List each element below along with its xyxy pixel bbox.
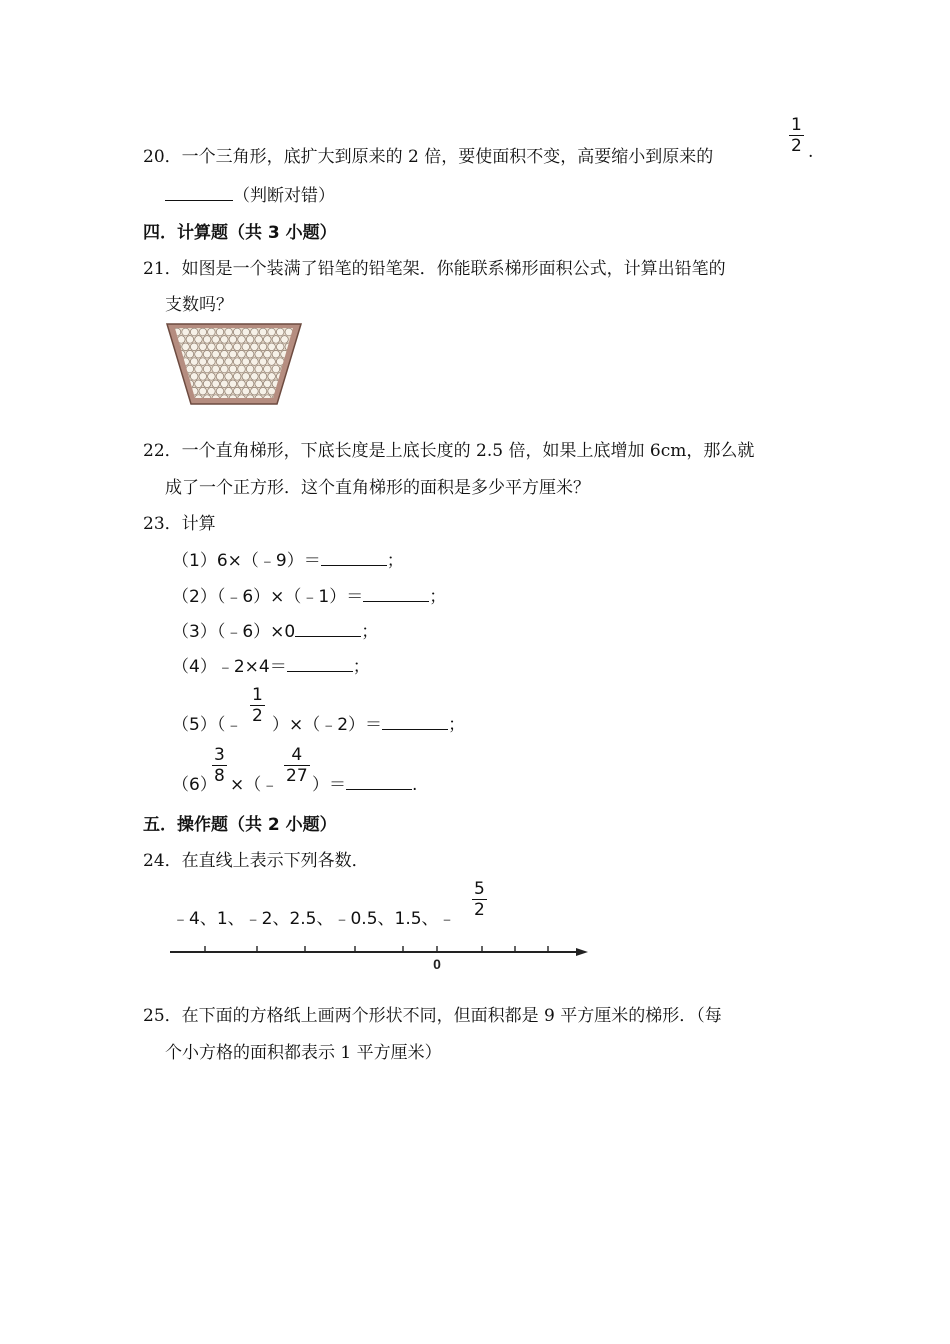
number-line-zero-label: 0 xyxy=(433,956,441,972)
pencil-end xyxy=(225,328,233,336)
pencil-end xyxy=(281,336,289,344)
pencil-end xyxy=(268,373,276,381)
pencil-end xyxy=(212,365,220,373)
pencil-end xyxy=(246,336,254,344)
answer-blank[interactable] xyxy=(165,199,233,201)
pencil-end xyxy=(251,358,259,366)
pencil-end xyxy=(186,350,194,358)
pencil-end xyxy=(216,343,224,351)
section-5-title: 五．操作题（共 2 小题） xyxy=(143,815,337,835)
pencil-end xyxy=(238,380,246,388)
pencil-end xyxy=(212,336,220,344)
pencil-end xyxy=(255,350,263,358)
pencil-end xyxy=(195,336,203,344)
pencil-end xyxy=(216,328,224,336)
q23-part6-c: ）＝ . xyxy=(312,775,418,795)
pencil-end xyxy=(221,350,229,358)
q25-line1: 25．在下面的方格纸上画两个形状不同，但面积都是 9 平方厘米的梯形．（每 xyxy=(143,1006,722,1026)
pencil-end xyxy=(272,350,280,358)
pencil-end xyxy=(190,328,198,336)
q24-title: 24．在直线上表示下列各数． xyxy=(143,851,369,871)
pencil-end xyxy=(281,395,289,403)
pencil-end xyxy=(238,365,246,373)
q23-title: 23．计算 xyxy=(143,514,216,534)
pencil-end xyxy=(190,358,198,366)
pencil-end xyxy=(182,343,190,351)
pencil-end xyxy=(233,373,241,381)
q23-part5-b: ）×（﹣2）＝ ； xyxy=(272,715,466,735)
pencil-end xyxy=(199,328,207,336)
pencil-end xyxy=(251,343,259,351)
pencil-end xyxy=(246,350,254,358)
pencil-end xyxy=(221,336,229,344)
pencil-end xyxy=(173,387,181,395)
pencil-end xyxy=(233,387,241,395)
pencil-end xyxy=(208,373,216,381)
pencil-end xyxy=(186,336,194,344)
pencil-end xyxy=(238,350,246,358)
pencil-end xyxy=(203,365,211,373)
pencil-end xyxy=(264,336,272,344)
q25-line2: 个小方格的面积都表示 1 平方厘米） xyxy=(165,1043,442,1063)
pencil-end xyxy=(242,358,250,366)
q20-line1: 20．一个三角形，底扩大到原来的 2 倍，要使面积不变，高要缩小到原来的 xyxy=(143,147,714,167)
pencil-end xyxy=(199,343,207,351)
pencil-end xyxy=(195,380,203,388)
pencil-end xyxy=(251,373,259,381)
pencil-end xyxy=(203,380,211,388)
q21-line2: 支数吗？ xyxy=(165,295,233,315)
answer-blank[interactable] xyxy=(287,670,353,672)
q23-part6-a: （6） xyxy=(172,775,217,795)
q20-period: . xyxy=(808,142,814,162)
pencil-end xyxy=(233,343,241,351)
pencil-end xyxy=(208,343,216,351)
pencil-end xyxy=(272,365,280,373)
pencil-end xyxy=(242,343,250,351)
pencil-end xyxy=(208,328,216,336)
pencil-end xyxy=(203,350,211,358)
pencil-end xyxy=(225,343,233,351)
q23-part4: （4）﹣2×4＝ ； xyxy=(172,657,370,677)
pencil-end xyxy=(173,373,181,381)
pencil-end xyxy=(259,343,267,351)
answer-blank[interactable] xyxy=(321,564,387,566)
pencil-end xyxy=(259,358,267,366)
pencil-end xyxy=(221,380,229,388)
number-line[interactable] xyxy=(168,938,592,972)
pencil-end xyxy=(216,373,224,381)
pencil-end xyxy=(212,380,220,388)
q23-part6-b: ×（﹣ xyxy=(230,775,279,795)
pencil-end xyxy=(212,350,220,358)
pencil-end xyxy=(242,328,250,336)
q22-line2: 成了一个正方形．这个直角梯形的面积是多少平方厘米？ xyxy=(165,478,590,498)
answer-blank[interactable] xyxy=(363,600,429,602)
pencil-end xyxy=(203,336,211,344)
pencil-end xyxy=(221,365,229,373)
q23-part5-fraction: 1 2 xyxy=(252,685,263,726)
pencil-end xyxy=(264,365,272,373)
q21-line1: 21．如图是一个装满了铅笔的铅笔架．你能联系梯形面积公式，计算出铅笔的 xyxy=(143,259,726,279)
pencil-end xyxy=(268,328,276,336)
pencil-end xyxy=(255,336,263,344)
pencil-end xyxy=(225,373,233,381)
section-4-title: 四．计算题（共 3 小题） xyxy=(143,223,337,243)
pencil-end xyxy=(178,395,186,403)
pencil-end xyxy=(199,373,207,381)
q23-part6-fraction-2: 4 27 xyxy=(286,745,308,786)
pencil-end xyxy=(276,343,284,351)
pencil-end xyxy=(190,343,198,351)
pencil-end xyxy=(190,373,198,381)
pencil-holder-illustration xyxy=(165,322,303,406)
pencil-end xyxy=(208,387,216,395)
pencil-end xyxy=(276,328,284,336)
pencil-end xyxy=(242,387,250,395)
pencil-end xyxy=(272,336,280,344)
pencil-end xyxy=(233,358,241,366)
q23-part6-fraction-1: 3 8 xyxy=(214,745,225,786)
pencil-end xyxy=(264,380,272,388)
pencil-end xyxy=(238,336,246,344)
q23-part5-a: （5）（﹣ xyxy=(172,715,243,735)
pencil-end xyxy=(229,350,237,358)
q23-part2: （2）（﹣6）×（﹣1）＝ ； xyxy=(172,587,447,607)
pencil-end xyxy=(216,358,224,366)
pencil-end xyxy=(199,358,207,366)
pencil-end xyxy=(246,380,254,388)
pencil-end xyxy=(229,380,237,388)
pencil-end xyxy=(195,365,203,373)
pencil-end xyxy=(208,358,216,366)
pencil-end xyxy=(229,365,237,373)
answer-blank[interactable] xyxy=(295,635,361,637)
pencil-end xyxy=(229,336,237,344)
q24-numbers: ﹣4、1、﹣2、2.5、﹣0.5、1.5、﹣ xyxy=(172,909,456,929)
pencil-end xyxy=(259,387,267,395)
q23-part1: （1）6×（﹣9）＝ ； xyxy=(172,551,404,571)
q22-line1: 22．一个直角梯形，下底长度是上底长度的 2.5 倍，如果上底增加 6cm，那么就 xyxy=(143,441,755,461)
pencil-end xyxy=(182,328,190,336)
pencil-end xyxy=(251,328,259,336)
pencil-end xyxy=(255,365,263,373)
answer-blank[interactable] xyxy=(346,788,412,790)
q20-line2: （判断对错） xyxy=(165,181,335,206)
number-line-arrow xyxy=(576,948,588,956)
pencil-end xyxy=(259,328,267,336)
pencil-end xyxy=(268,343,276,351)
pencil-end xyxy=(268,358,276,366)
q23-part3: （3）（﹣6）×0 ； xyxy=(172,622,379,642)
pencil-end xyxy=(199,387,207,395)
pencil-end xyxy=(225,358,233,366)
answer-blank[interactable] xyxy=(382,728,448,730)
pencil-end xyxy=(225,387,233,395)
pencil-end xyxy=(264,350,272,358)
fraction-numerator: 1 xyxy=(791,115,802,135)
pencil-end xyxy=(246,365,254,373)
pencil-end xyxy=(242,373,250,381)
q20-fraction xyxy=(789,116,804,155)
pencil-end xyxy=(251,387,259,395)
fraction-denominator: 2 xyxy=(791,136,802,156)
pencil-end xyxy=(233,328,241,336)
pencil-end xyxy=(195,350,203,358)
pencil-end xyxy=(285,387,293,395)
q24-fraction: 5 2 xyxy=(474,879,485,920)
pencil-end xyxy=(259,373,267,381)
pencil-end xyxy=(216,387,224,395)
pencil-end xyxy=(255,380,263,388)
